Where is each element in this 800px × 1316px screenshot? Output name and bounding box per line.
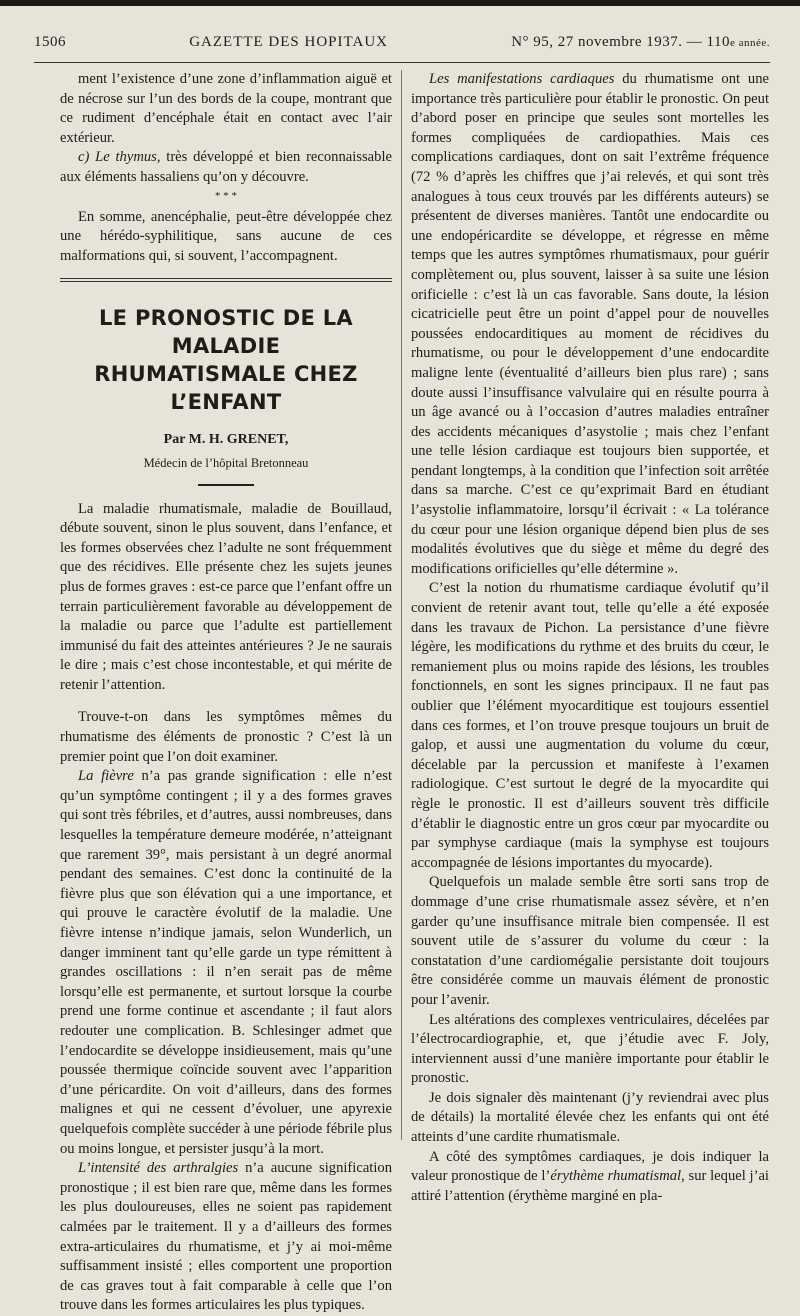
- article-paragraph: [60, 767, 392, 1159]
- article-paragraph: [411, 1148, 769, 1207]
- article-title-line: LE PRONOSTIC DE LA MALADIE: [99, 306, 353, 359]
- article-paragraph: [60, 1159, 392, 1316]
- issue-suffix: e année.: [729, 37, 770, 49]
- article-paragraph: C’est la notion du rhumatisme cardiaque évolutif qu’il convient de retenir avant tout, telle qu’elle a été exposée dans les travaux de Pichon. La persistance d’une fièvre légère, les modifications du rythme et des bruits du cœur, le remaniement plus ou moins rapide des lésions, les troubles fonctionnels, en sont les signes principaux. Il ne faut pas oublier que l’élément myocarditique est toujours essentiel dans ces formes, et l’on trouve presque toujours un bruit de galop, et aussi une augmentation du volume du cœur, décelable par la percussion et manifeste à l’examen radiologique. C’est surtout le degré de la myocardite qui règle le pronostic. Il est d’ailleurs souvent très difficile d’établir le diagnostic entre un gros cœur par myocardite ou par symphyse cardiaque (mais la symphyse est toujours accompagnée de lésions importantes du myocarde).: [411, 580, 769, 871]
- header-rule: [34, 62, 770, 63]
- paragraph-text: du rhumatisme ont une importance très particulière pour établir le pronostic. On peut d’abord poser en principe que seules sont mortelles les formes compliquées de cardiopathies. Mais ces complications cardiaques, dont on sait l’extrême fréquence (72 % d’après les chiffres que j’ai relevés, et qui sont très analogues à tous ceux trouvés par les différents auteurs) se présentent de diverses manières. Tantôt une endocardite ou une endopéricardite se développe, et régresse en même temps que les autres symptômes rhumatismaux, pour guérir complètement ou, plus souvent, laisser à sa suite une lésion orificielle : c’est là un cas favorable. Sans doute, la lésion cicatricielle peut être un point d’appel pour de nouvelles poussées endocarditiques au moment de récidives du rhumatisme, ou pour le développement d’une endocardite maligne lente (éventualité d’ailleurs bien plus rare) ; sans doute aussi l’insuffisance valvulaire qui en résulte pourra à un âge avancé ou à l’occasion d’autres maladies entraîner des accidents mécaniques d’asystolie ; mais chez l’enfant une telle lésion cardiaque est toujours bien supportée, et pendant longtemps, à la condition que l’infection soit arrêtée dans sa marche. C’est ce qu’exprimait Bard en étudiant l’asystolie inflammatoire, lorsqu’il écrivait : « La tolérance du cœur pour une lésion organique dépend bien plus de ses modalités évolutives que du siège et même du degré des modifications orificielles qu’elle détermine ».: [411, 71, 769, 577]
- author-affiliation: Médecin de l’hôpital Bretonneau: [143, 455, 309, 470]
- article-title: [60, 304, 392, 416]
- journal-title: GAZETTE DES HOPITAUX: [189, 34, 388, 50]
- article-paragraph: Les altérations des complexes ventriculaires, décelées par l’électrocardiographie, et, que j’étudie avec F. Joly, interviennent aussi d’une manière importante pour établir le pronostic.: [411, 1011, 769, 1087]
- article-paragraph: Quelquefois un malade semble être sorti sans trop de dommage d’une crise rhumatismale assez sévère, et n’en garder qu’une insuffisance mitrale bien compensée. Il est souvent utile de s’assurer du volume du cœur : la constatation d’une cardiomégalie persistante doit toujours être considérée comme un mauvais élément de pronostic pour l’avenir.: [411, 874, 769, 1008]
- author-byline: Par M. H. GRENET,: [163, 432, 289, 448]
- italic-term: c) Le thymus,: [78, 149, 161, 166]
- article-paragraph: La maladie rhumatismale, maladie de Bouillaud, débute souvent, sinon le plus souvent, dans l’enfance, et les formes observées chez l’adulte ne sont fréquemment que des récidives. Elle présente chez les sujets jeunes plus de formes graves : est-ce parce que l’enfant offre un terrain particulièrement favorable au développement de la maladie ou parce que l’adulte est partiellement immunisé du fait des atteintes antérieures ? Je ne saurais le dire ; mais c’est chose incontestable, et qui mérite de retenir l’attention.: [60, 500, 393, 693]
- right-column: [411, 70, 769, 1206]
- article-separator-rule: [60, 278, 392, 279]
- issue-info: [511, 34, 770, 51]
- article-paragraph: [411, 70, 769, 579]
- previous-article-paragraph: ment l’existence d’une zone d’inflammation aiguë et de nécrose sur l’un des bords de la coupe, montrant que ce rudiment d’encéphale était en contact avec l’air extérieur.: [60, 71, 392, 146]
- paragraph-text: , sur lequel j’ai attiré l’attention (érythème marginé en pla-: [411, 1168, 769, 1204]
- asterism: * * *: [215, 189, 237, 202]
- italic-term: L’intensité des arthralgies: [78, 1160, 239, 1177]
- paragraph-text: très développé et bien reconnaissable aux éléments hassaliens qu’on y découvre.: [60, 149, 392, 185]
- column-divider: [401, 70, 402, 1140]
- article-separator-rule: [60, 281, 392, 282]
- page-top-border: [0, 0, 800, 6]
- paragraph-text: n’a pas grande signification : elle n’est qu’un symptôme contingent ; il y a des formes graves qui sont très fébriles, et d’autres, aussi nombreuses, dans lesquelles la température demeure modérée, n’atteignant que rarement 39°, mais persistant à un degré anormal pendant des semaines. C’est donc la continuité de la fièvre plus que son élévation qui a une importance, et qui prouve le caractère évolutif de la maladie. Une fièvre intense n’indique jamais, selon Wunderlich, un danger imminent tant qu’elle garde un type rémittent à grandes oscillations : il n’en serait pas de même lorsqu’elle est permanente, et surtout lorsque la courbe prend une forme continue et ascendante ; il faut alors redouter une complication. B. Schlesinger admet que l’endocardite se développe insidieusement, mais qu’une poussée thermique coïncide souvent avec l’apparition d’une péricardite. On voit d’ailleurs, dans des formes malignes et qui ne cessent d’évoluer, une apyrexie quelquefois complète succéder à une période fébrile plus ou moins longue, et persister jusqu’à la mort.: [60, 768, 392, 1157]
- paragraph-text: A côté des symptômes cardiaques, je dois indiquer la valeur pronostique de l’: [411, 1148, 769, 1185]
- previous-article-paragraph: [60, 148, 392, 187]
- running-header: [34, 34, 770, 58]
- article-paragraph: Je dois signaler dès maintenant (j’y reviendrai avec plus de détails) la mortalité élevée chez les enfants qui ont été atteints d’une cardite rhumatismale.: [411, 1089, 769, 1146]
- previous-article-conclusion: En somme, anencéphalie, peut-être développée chez une hérédo-syphilitique, sans aucune de ces malformations qui, si souvent, l’accompagnent.: [60, 208, 392, 264]
- article-paragraph: Trouve-t-on dans les symptômes mêmes du rhumatisme des éléments de pronostic ? C’est là un premier point que l’on doit examiner.: [60, 709, 392, 765]
- left-column: [60, 70, 392, 1316]
- italic-term: érythème rhumatismal: [550, 1168, 682, 1185]
- title-rule: [198, 484, 254, 486]
- italic-term: La fièvre: [78, 768, 134, 785]
- issue-date: N° 95, 27 novembre 1937. — 110: [511, 34, 730, 50]
- paragraph-text: n’a aucune signification pronostique ; il est bien rare que, même dans les formes les plus douloureuses, elles ne soient pas rapidement calmées par le traitement. Il y a d’ailleurs des formes extra-articulaires du rhumatisme, et j’y ai moi-même suffisamment insisté ; elles comportent une proportion de cas graves tout à fait comparable à celle que l’on trouve dans les formes articulaires les plus typiques.: [60, 1160, 392, 1314]
- italic-term: Les manifestations cardiaques: [429, 71, 615, 87]
- page-number: 1506: [34, 34, 66, 50]
- article-title-line: RHUMATISMALE CHEZ L’ENFANT: [94, 362, 358, 415]
